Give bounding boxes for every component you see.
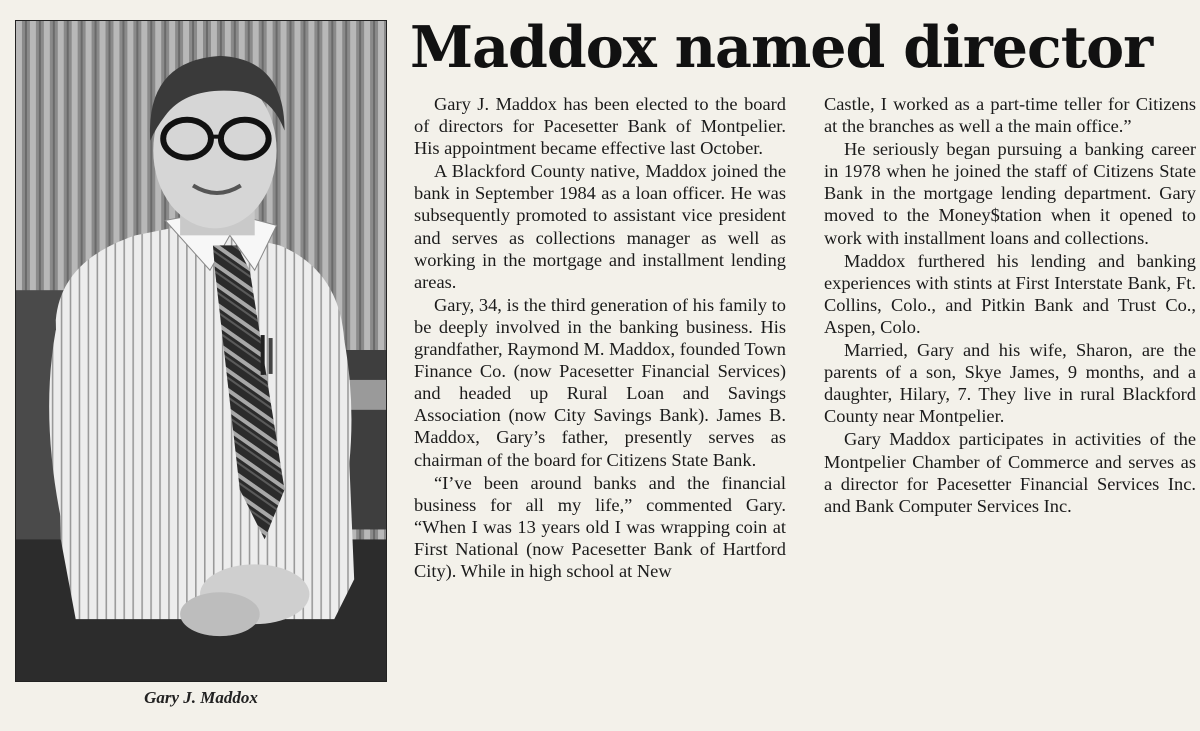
article-column-2 xyxy=(824,93,1196,517)
portrait-photo xyxy=(15,20,387,682)
paragraph: Castle, I worked as a part-time teller for Citizens at the branches as well a the main office.” xyxy=(824,94,1196,137)
portrait-photo-icon xyxy=(16,21,386,681)
article-headline: Maddox named director xyxy=(410,14,1153,81)
paragraph: Maddox furthered his lending and banking experiences with stints at First Interstate Bank, Ft. Collins, Colo., and Pitkin Bank and Trust Co., Aspen, Colo. xyxy=(824,250,1196,337)
paragraph: A Blackford County native, Maddox joined the bank in September 1984 as a loan officer. He was subsequently promoted to assistant vice president and serves as collections manager as well as working in the mortgage and installment lending areas. xyxy=(414,161,786,292)
photo-caption: Gary J. Maddox xyxy=(144,688,258,707)
article-column-1 xyxy=(414,93,786,582)
paragraph: Gary Maddox participates in activities of the Montpelier Chamber of Commerce and serves as a director for Pacesetter Financial Services Inc. and Bank Computer Services Inc. xyxy=(824,429,1196,516)
paragraph: “I’ve been around banks and the financial business for all my life,” commented Gary. “When I was 13 years old I was wrapping coin at First National (now Pacesetter Bank of Hartford City). While in high school at New xyxy=(414,472,786,581)
paragraph: He seriously began pursuing a banking career in 1978 when he joined the staff of Citizens State Bank in the mortgage lending department. Gary moved to the Money$tation when it opened to work with installment loans and collections. xyxy=(824,139,1196,248)
paragraph: Gary, 34, is the third generation of his family to be deeply involved in the banking business. His grandfather, Raymond M. Maddox, founded Town Finance Co. (now Pacesetter Financial Services) and headed up Rural Loan and Savings Association (now City Savings Bank). James B. Maddox, Gary’s father, presently serves as chairman of the board for Citizens State Bank. xyxy=(414,294,786,470)
paragraph: Gary J. Maddox has been elected to the board of directors for Pacesetter Bank of Montpelier. His appointment became effective last October. xyxy=(414,94,786,159)
paragraph: Married, Gary and his wife, Sharon, are the parents of a son, Skye James, 9 months, and a daughter, Hilary, 7. They live in rural Blackford County near Montpelier. xyxy=(824,340,1196,427)
